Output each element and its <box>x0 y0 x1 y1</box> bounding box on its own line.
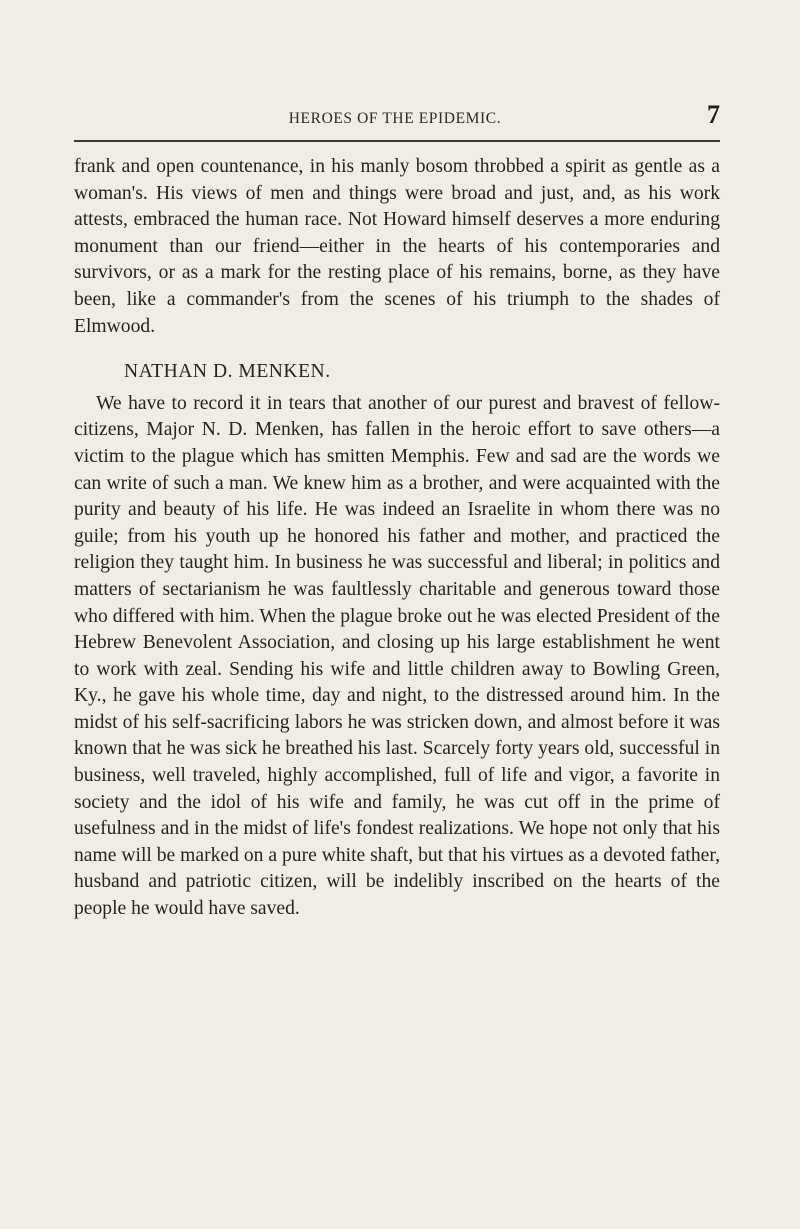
section-heading: NATHAN D. MENKEN. <box>124 361 331 383</box>
running-title: HEROES OF THE EPIDEMIC. <box>288 110 502 127</box>
body-text <box>74 154 720 923</box>
header-rule <box>74 140 720 142</box>
page-number: 7 <box>707 100 720 129</box>
running-head <box>70 100 720 134</box>
paragraph-menken: We have to record it in tears that another of our purest and bravest of fellow-citizens, Major N. D. Menken, has fallen in the heroic effort to save others—a victim to the plague which has smitten Memphis. Few and sad are the words we can write of such a man. We knew him as a brother, and were acquainted with the purity and beauty of his life. He was indeed an Israelite in whom there was no guile; from his youth up he honored his father and mother, and practiced the religion they taught him. In business he was successful and liberal; in politics and matters of sectarianism he was faultlessly charitable and generous toward those who differed with him. When the plague broke out he was elected President of the Hebrew Benevolent Association, and closing up his large establishment he went to work with zeal. Sending his wife and little children away to Bowling Green, Ky., he gave his whole time, day and night, to the distressed around him. In the midst of his self-sacrificing labors he was stricken down, and almost before it was known that he was sick he breathed his last. Scarcely forty years old, successful in business, well traveled, highly accomplished, full of life and vigor, a favorite in society and the idol of his wife and family, he was cut off in the prime of usefulness and in the midst of life's fondest realizations. We hope not only that his name will be marked on a pure white shaft, but that his virtues as a devoted father, husband and patriotic citizen, will be indelibly inscribed on the hearts of the people he would have saved. <box>74 392 720 920</box>
paragraph-continued: frank and open countenance, in his manly bosom throbbed a spirit as gentle as a woman's. His views of men and things were broad and just, and, as his work attests, embraced the human race. Not Howard himself deserves a more enduring monument than our friend—either in the hearts of his contemporaries and survivors, or as a mark for the resting place of his remains, borne, as they have been, like a commander's from the scenes of his triumph to the shades of Elmwood. <box>74 156 720 337</box>
